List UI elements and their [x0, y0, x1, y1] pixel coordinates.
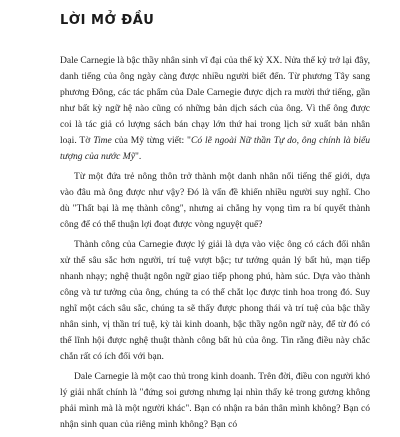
publication-name: Time	[93, 135, 112, 146]
section-heading: LỜI MỞ ĐẦU	[60, 13, 155, 28]
paragraph-1-text-c: ".	[134, 151, 142, 162]
paragraph-1-text-b: của Mỹ từng viết: "	[111, 135, 191, 146]
paragraph-4: Dale Carnegie là một cao thủ trong kinh doanh. Trên đời, điều con người khó lý giải nhất chính là "đứng soi gương nhưng lại nhìn thấy kẻ trong gương không phải mình mà là một người khác". Bạn có nhận ra bản thân mình không? Bạn có nhận sinh quan của riêng mình không? Bạn có	[60, 371, 370, 430]
body-text	[60, 53, 370, 437]
paragraph-3: Thành công của Carnegie được lý giải là dựa vào việc ông có cách đối nhân xử thế sâu sắc hơn người, trí tuệ vượt bậc; tư tưởng quản lý bất hủ, mạn tiếp nhanh nhạy; nghệ thuật ngôn ngữ giao tiếp phong phú, hàm súc. Dựa vào thành công và tư tưởng của ông, chúng ta có thể chắt lọc được tinh hoa trong đó. Suy nghĩ một cách sâu sắc, chúng ta sẽ thấy được phong thái và trí tuệ của bậc thầy nhân sinh, vị thần trí tuệ, kỳ tài kinh doanh, bậc thầy ngôn ngữ này, để từ đó có thể lĩnh hội được nghệ thuật thành công bất hủ của ông. Tin rằng điều này chắc chắn rất có ích đối với bạn.	[60, 239, 370, 362]
paragraph-1-text-a: Dale Carnegie là bậc thầy nhân sinh vĩ đại của thế kỷ XX. Nửa thế kỷ trở lại đây, danh tiếng của ông ngày càng được nhiều người biết đến. Từ phương Tây sang phương Đông, các tác phẩm của Dale Carnegie được dịch ra mười thứ tiếng, gần như bất kỳ ngữ hệ nào cũng có những bản dịch sách của ông. Vì thế ông được coi là tác giả có lượng sách bán chạy lớn thứ hai trong lịch sử xuất bản nhân loại. Tờ	[60, 55, 370, 146]
paragraph-2: Từ một đứa trẻ nông thôn trở thành một danh nhân nổi tiếng thế giới, dựa vào đâu mà ông được như vậy? Đó là vấn đề khiến nhiều người suy nghĩ. Cho dù "Thất bại là mẹ thành công", nhưng ai chẳng hy vọng tìm ra bí quyết thành công để có thể thuận lợi đoạt được vòng nguyệt quế?	[60, 171, 370, 230]
paragraph-1	[60, 53, 370, 165]
quotation: Có lẽ ngoài Nữ thần Tự do, ông chính là biểu tượng của nước Mỹ	[60, 135, 370, 162]
